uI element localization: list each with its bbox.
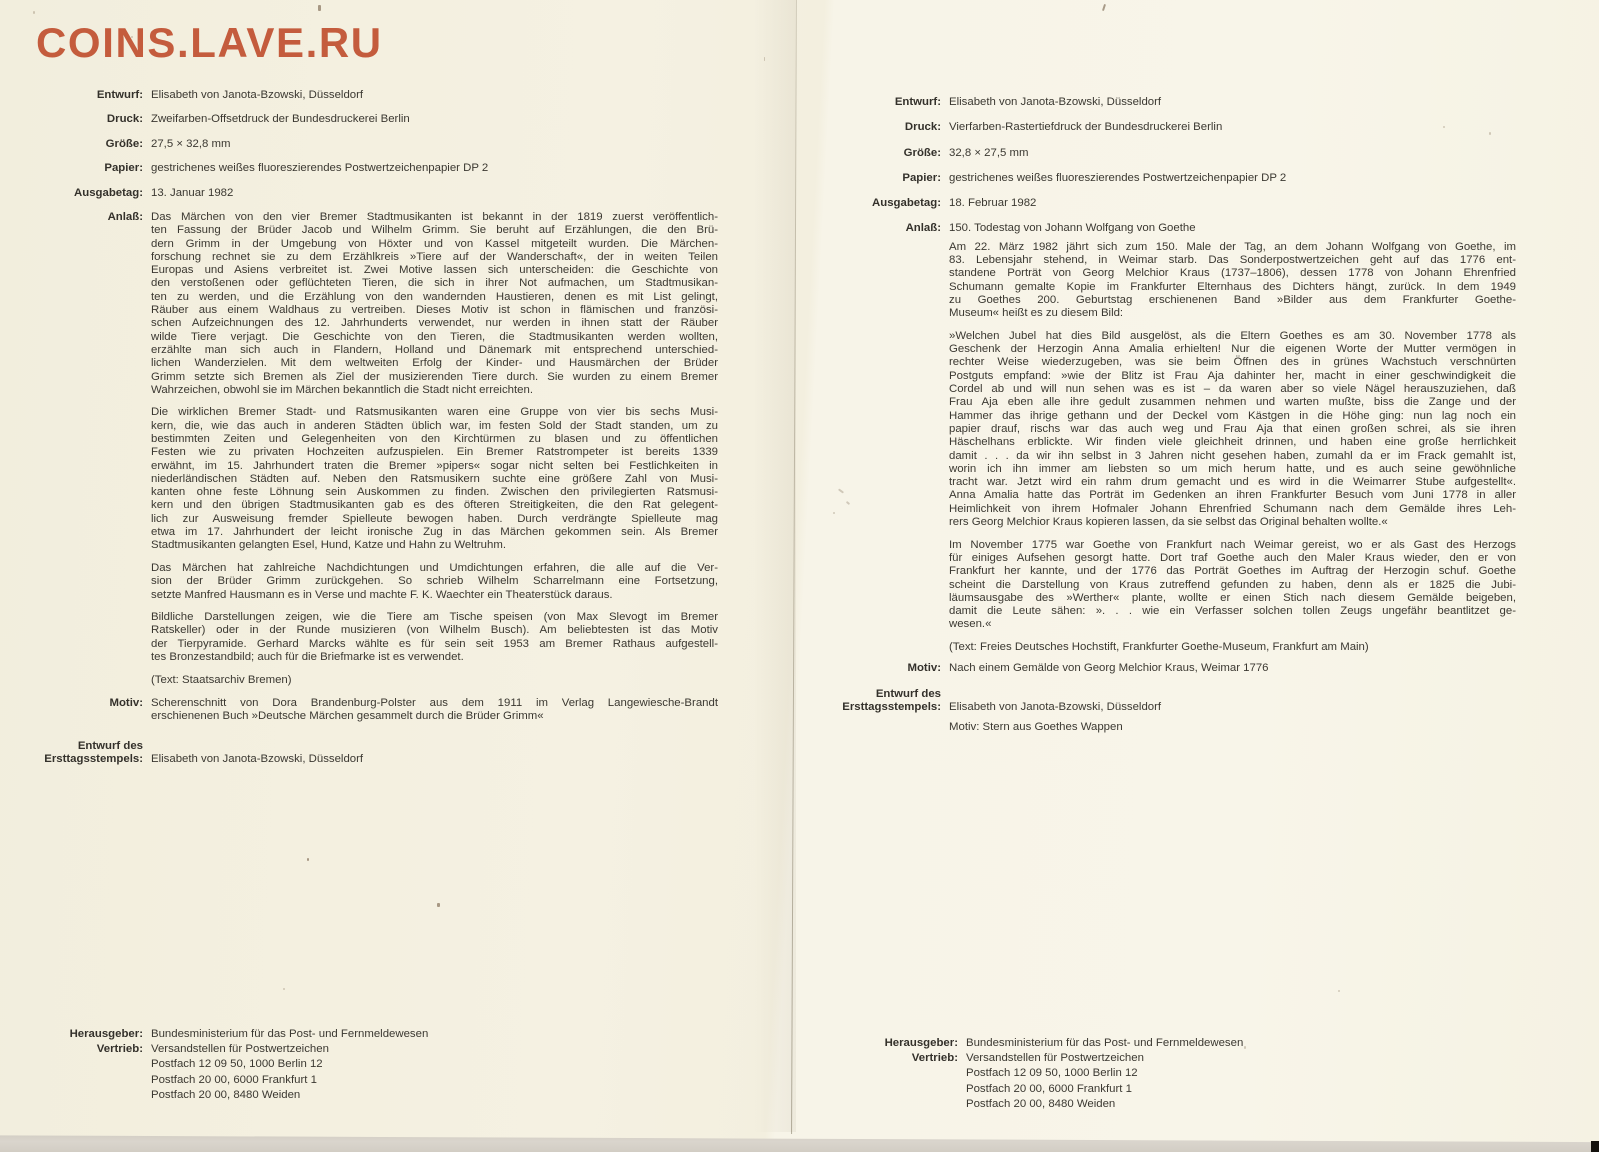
paragraph: Am 22. März 1982 jährt sich zum 150. Male der Tag, an dem Johann Wolfgang von Goethe, im 83. Lebensjahr stehend, in Weimar starb. Das Sonderpostwertzeichen geht auf das 1776 ent- standene Porträt von Georg Melchior Kraus (1737–1806), dessen 1778 von Johann Ehrenfried Schumann gemalte Kopie im Frankfurter Elternhaus des Dichters hängt, zurück. In dem 1949 zu Goethes 200. Geburtstag erschienenen Band »Bilder aus dem Frankfurter Goethe- Museum« heißt es zu diesem Bild: bbox=[949, 240, 1516, 320]
scan-speck bbox=[437, 903, 440, 907]
field-label: Papier: bbox=[902, 171, 941, 184]
paragraph: Das Märchen hat zahlreiche Nachdichtungen und Umdichtungen erfahren, die alle auf die Ver- sion der Brüder Grimm zurückgehen. So schrieb Wilhelm Scharrelmann eine Fortsetzung, setzte Manfred Hausmann es in Verse und machte F. K. Waechter ein Theaterstück daraus. bbox=[151, 561, 718, 601]
field-label: Größe: bbox=[903, 146, 941, 159]
page-left bbox=[8, 89, 722, 766]
scan-speck bbox=[283, 988, 285, 990]
motiv-text: Nach einem Gemälde von Georg Melchior Kraus, Weimar 1776 bbox=[949, 662, 1269, 675]
scan-speck bbox=[764, 57, 765, 61]
stempel-label: Entwurf des Ersttagsstempels: bbox=[44, 739, 143, 765]
field-value: gestrichenes weißes fluoreszierendes Postwertzeichenpapier DP 2 bbox=[151, 162, 489, 175]
field-row-entwurf bbox=[8, 89, 722, 102]
page-fold-shadow bbox=[754, 0, 796, 1132]
field-value: Elisabeth von Janota-Bzowski, Düsseldorf bbox=[151, 89, 364, 101]
anlass-label: Anlaß: bbox=[905, 222, 941, 235]
anlass-section bbox=[8, 211, 722, 687]
field-label: Ausgabetag: bbox=[872, 197, 941, 210]
stempel-value: Elisabeth von Janota-Bzowski, Düsseldorf Motiv: Stern aus Goethes Wappen bbox=[949, 688, 1516, 735]
imprint-right bbox=[823, 1036, 1537, 1112]
scan-speck bbox=[318, 5, 321, 11]
field-row-ausgabetag bbox=[806, 197, 1520, 210]
anlass-text bbox=[949, 222, 1516, 654]
stempel-motiv: Motiv: Stern aus Goethes Wappen bbox=[949, 721, 1123, 734]
imprint-labels: Herausgeber: Vertrieb: bbox=[69, 1028, 143, 1056]
field-value: Vierfarben-Rastertiefdruck der Bundesdruckerei Berlin bbox=[949, 121, 1223, 134]
anlass-intro: 150. Todestag von Johann Wolfgang von Goethe bbox=[949, 222, 1196, 235]
scan-speck bbox=[307, 858, 309, 861]
text-credit: (Text: Staatsarchiv Bremen) bbox=[151, 673, 292, 686]
paragraph: »Welchen Jubel hat dies Bild ausgelöst, als die Eltern Goethes es am 30. November 1778 als Geschenk der Herzogin Anna Amalia erhielten! Nur die eigenen Worte der Mutter vermögen in rechter Weise wiederzugeben, was sie beim Öffnen des in grünes Wachstuch verschnürten Postguts empfand: »wie der Blitz ist Frau Aja dahinter her, macht in einer geschwindigkeit die Cordel ab und will nun sehen was es ist – da waren aber so viele Nägel herauszuziehen, daß Frau Aja eben alle ihre gedult zusammen nehmen und warten mußte, biss die Zange und der Hammer das ihrige gethann und der Deckel vom Kästgen in die Höhe ging: nun lag noch ein papier drauf, rischs war das auch weg und Frau Aja that einen großen schrei, als sie ihren Häschelhans erblickte. Wir finden viele gleichheit drinnen, und haben eine große herrlichkeit damit . . . da wir ihn selbst in 3 Jahren nicht gesehen haben, zumahl da er im Frack gemahlt ist, worin ich ihn immer am liebsten so um mich herum hatte, und es auch seine gewöhnliche tracht war. Jetzt wird ein rahm drum gemacht und es wird in die Weimarrer Stube aufgestellt«. Anna Amalia hatte das Porträt im Gedenken an ihren Frankfurter Besuch vom Juni 1778 in aller Heimlichkeit von ihrem Hofmaler Johann Ehrenfried Schumann nach dem Gemälde ihres Leh- rers Georg Melchior Kraus kopieren lassen, da sie selbst das Original behalten wollte.« bbox=[949, 329, 1516, 529]
field-row-druck bbox=[8, 113, 722, 126]
motiv-label: Motiv: bbox=[109, 696, 143, 709]
motiv-section bbox=[806, 662, 1520, 675]
paragraph: Im November 1775 war Goethe von Frankfurt nach Weimar gereist, wo er als Gast des Herzogs für einiges Aufsehen gesorgt hatte. Dort traf Goethe auch den Maler Kraus wieder, den er von Frankfurt her kannte, und der 1776 das Porträt Goethes im Auftrag der Herzogin schuf. Goethe scheint die Darstellung von Kraus zutreffend gefunden zu haben, denn als er 1825 die Jubi- läumsausgabe des »Werther« plante, wollte er einen Stich nach diesem Gemälde beigeben, damit die Leute sähen: ». . . wie ein Verfasser solchen tollen Zeugs ungefähr beantlitzet ge- wesen.« bbox=[949, 538, 1516, 631]
imprint-left bbox=[8, 1027, 722, 1103]
paragraph: Die wirklichen Bremer Stadt- und Ratsmusikanten waren eine Gruppe von vier bis sechs Musi- kern, die, wie das auch in anderen Städten üblich war, im festen Sold der Stadt standen, um zu bestimmten Zeiten und Gelegenheiten von den Kirchtürmen zu blasen und zu öffentlichen Festen wie zu privaten Hochzeiten aufzuspielen. Ein Bremer Ratstrompeter ist bereits 1339 erwähnt, im 15. Jahrhundert traten die Bremer »pipers« sogar nicht selten bei Festlichkeiten in niederländischen Städten auf. Neben den Ratsmusikern suchte eine größere Zahl von Musi- kanten ohne feste Löhnung sein Auskommen zu finden. Zwischen den privilegierten Ratsmusi- kern und den übrigen Stadtmusikanten gab es des öfteren Streitigkeiten, die den Rat gelegent- lich zur Ausweisung fremder Spielleute bewogen haben. Durch verdrängte Spielleute mag etwa im 17. Jahrhundert der leicht ironische Zug in das Märchen gekommen sein. Als Bremer Stadtmusikanten gelangten Esel, Hund, Katze und Hahn zu Weltruhm. bbox=[151, 406, 718, 552]
scan-corner-mark bbox=[1591, 1141, 1599, 1152]
field-row-papier bbox=[8, 162, 722, 175]
scan-speck bbox=[131, 36, 133, 38]
field-label: Entwurf: bbox=[96, 89, 143, 101]
field-label: Druck: bbox=[106, 113, 143, 126]
field-row-druck bbox=[806, 121, 1520, 134]
scan-speck bbox=[33, 11, 35, 14]
field-label: Entwurf: bbox=[894, 96, 941, 108]
anlass-section bbox=[806, 222, 1520, 654]
stempel-value: Elisabeth von Janota-Bzowski, Düsseldorf bbox=[151, 752, 364, 765]
field-value: 18. Februar 1982 bbox=[949, 197, 1037, 210]
field-label: Ausgabetag: bbox=[74, 186, 143, 199]
paragraph: Bildliche Darstellungen zeigen, wie die Tiere am Tische speisen (von Max Slevogt im Bremer Ratskeller) oder in der Runde musizieren (von Wilhelm Busch). Am beliebtesten ist das Motiv der Tierpyramide. Gerhard Marcks wählte es für sein seit 1953 am Bremer Rathaus aufgestell- tes Bronzestandbild; auch für die Briefmarke ist es verwendet. bbox=[151, 611, 718, 664]
motiv-text: Scherenschnitt von Dora Brandenburg-Polster aus dem 1911 im Verlag Langewiesche-Brandt erschienenen Buch »Deutsche Märchen gesammelt durch die Brüder Grimm« bbox=[151, 696, 718, 723]
field-value: Zweifarben-Offsetdruck der Bundesdruckerei Berlin bbox=[151, 113, 410, 126]
motiv-section bbox=[8, 697, 722, 724]
field-value: Elisabeth von Janota-Bzowski, Düsseldorf bbox=[949, 96, 1162, 108]
anlass-label: Anlaß: bbox=[107, 210, 143, 223]
imprint-lines: Bundesministerium für das Post- und Fernmeldewesen Versandstellen für Postwertzeichen Postfach 12 09 50, 1000 Berlin 12 Postfach 20 00, 6000 Frankfurt 1 Postfach 20 00, 8480 Weiden bbox=[966, 1037, 1244, 1110]
field-value: 27,5 × 32,8 mm bbox=[151, 137, 231, 150]
field-value: 32,8 × 27,5 mm bbox=[949, 146, 1029, 159]
anlass-text bbox=[151, 211, 718, 687]
field-row-entwurf bbox=[806, 96, 1520, 109]
paragraph: Das Märchen von den vier Bremer Stadtmusikanten ist bekannt in der 1819 zuerst veröffentlich- ten Fassung der Brüder Jacob und Wilhelm Grimm. Sie beruht auf Erzählungen, die den Brü- dern Grimm in der Umgebung von Höxter und von Kassel mitgeteilt wurden. Die Märchen- forschung rechnet sie zu dem Erzählkreis »Tiere auf der Wanderschaft«, der in weiten Teilen Europas und Asiens verbreitet ist. Zwei Motive lassen sich unterscheiden: die Geschichte von den verstoßenen oder geflüchteten Tieren, die sich in ihrer Not aufmachen, um Stadtmusikan- ten zu werden, und die Erzählung von den wandernden Haustieren, denen es mit List gelingt, Räuber aus einem Waldhaus zu vertreiben. Dieses Motiv ist schon in flämischen und französi- schen Aufzeichnungen des 12. Jahrhunderts verwendet, nur werden in ihnen statt der Räuber wilde Tiere verjagt. Die Geschichte von den Tieren, die Stadtmusikanten werden wollten, erzählte man sich auch in Flandern, Holland und Dänemark mit entsprechend unterschied- lichen Wanderzielen. Mit dem weltweiten Erfolg der Kinder- und Hausmärchen der Brüder Grimm setzte sich Bremen als Ziel der musizierenden Tiere durch. Sie wurden zu einem Bremer Wahrzeichen, obwohl sie im Märchen bekanntlich die Stadt nicht erreichten. bbox=[151, 210, 718, 396]
field-row-groesse bbox=[806, 147, 1520, 160]
watermark-logo: COINS.LAVE.RU bbox=[36, 19, 383, 66]
stempel-label: Entwurf des Ersttagsstempels: bbox=[842, 687, 941, 713]
imprint-lines: Bundesministerium für das Post- und Fernmeldewesen Versandstellen für Postwertzeichen Postfach 12 09 50, 1000 Berlin 12 Postfach 20 00, 6000 Frankfurt 1 Postfach 20 00, 8480 Weiden bbox=[151, 1028, 429, 1101]
stempel-section bbox=[8, 740, 722, 767]
scan-speck bbox=[1489, 132, 1491, 135]
field-row-papier bbox=[806, 172, 1520, 185]
scan-speck bbox=[1443, 126, 1445, 128]
field-label: Größe: bbox=[105, 137, 143, 150]
field-label: Papier: bbox=[104, 162, 143, 175]
page-right bbox=[806, 96, 1520, 734]
scan-speck bbox=[1244, 1046, 1246, 1049]
scan-speck bbox=[833, 512, 835, 514]
text-credit: (Text: Freies Deutsches Hochstift, Frankfurter Goethe-Museum, Frankfurt am Main) bbox=[949, 640, 1369, 653]
imprint-labels: Herausgeber: Vertrieb: bbox=[884, 1037, 958, 1065]
field-value: 13. Januar 1982 bbox=[151, 186, 234, 199]
field-label: Druck: bbox=[904, 121, 941, 134]
motiv-label: Motiv: bbox=[907, 662, 941, 675]
stempel-section bbox=[806, 688, 1520, 735]
field-value: gestrichenes weißes fluoreszierendes Postwertzeichenpapier DP 2 bbox=[949, 171, 1287, 184]
field-row-ausgabetag bbox=[8, 187, 722, 200]
field-row-groesse bbox=[8, 138, 722, 151]
scan-speck bbox=[1338, 990, 1340, 992]
